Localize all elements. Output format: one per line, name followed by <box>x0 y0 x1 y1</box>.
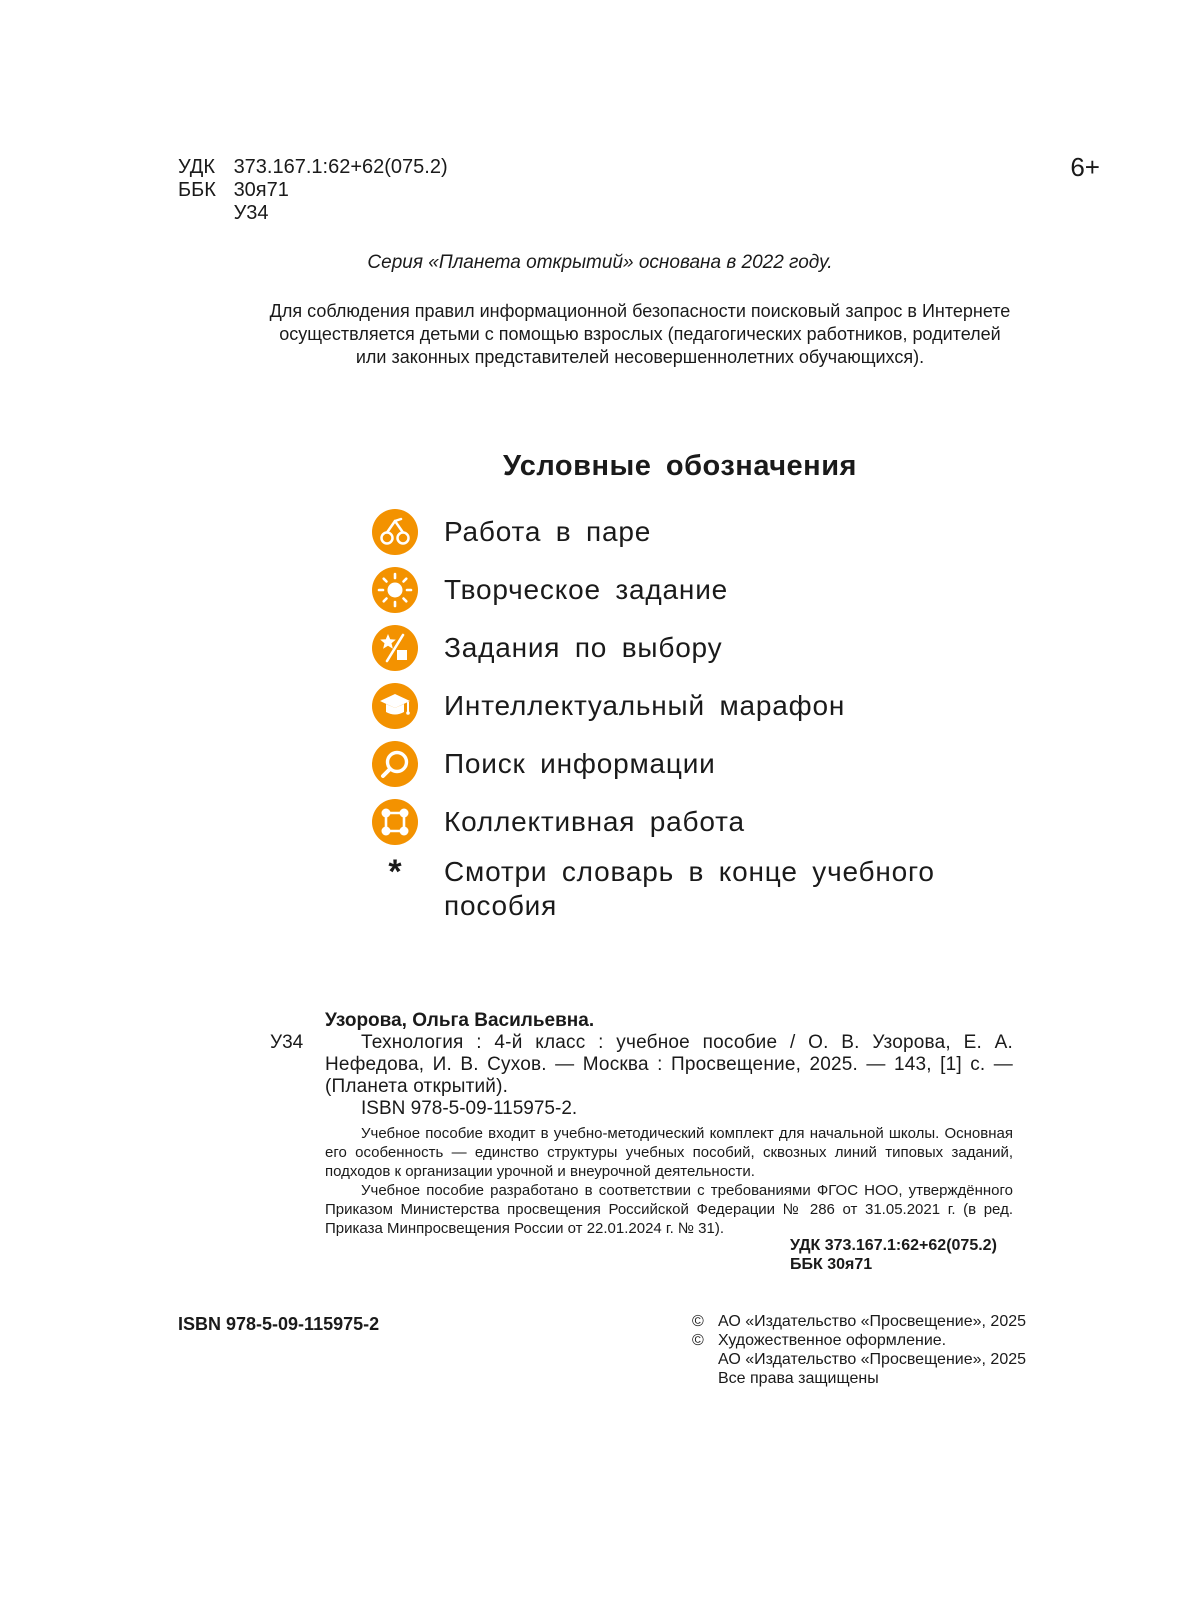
author-mark: У34 <box>233 202 269 224</box>
copyright-icon: © <box>692 1313 704 1330</box>
series-note: Серия «Планета открытий» основана в 2022 году. <box>367 252 833 273</box>
legend-item <box>372 793 992 851</box>
creative-task-icon <box>372 567 418 613</box>
safety-note <box>240 300 1040 369</box>
rights-text: Все права защищены <box>718 1370 879 1387</box>
collective-work-icon <box>372 799 418 845</box>
safety-note-line: или законных представителей несовершеннолетних обучающихся). <box>355 347 925 367</box>
udk-row <box>178 156 448 179</box>
bib-udk: УДК 373.167.1:62+62(075.2) <box>790 1237 997 1254</box>
legend-item <box>372 735 992 793</box>
bib-bbk: ББК 30я71 <box>790 1256 873 1273</box>
pair-work-icon <box>372 509 418 555</box>
dictionary-label-line: Смотри словарь в конце учебного <box>444 856 935 887</box>
legend-label: Поиск информации <box>444 748 716 779</box>
classification-codes <box>178 156 448 225</box>
legend-list <box>372 503 992 851</box>
dictionary-label <box>444 855 935 923</box>
age-rating: 6+ <box>1070 152 1100 182</box>
bib-author: Узорова, Ольга Васильевна. <box>325 1010 595 1031</box>
bib-code: У34 <box>270 1032 304 1053</box>
bib-classification <box>790 1236 997 1274</box>
legend-item <box>372 561 992 619</box>
copyright-text: АО «Издательство «Просвещение», 2025 <box>718 1313 1027 1330</box>
dictionary-note <box>372 855 992 923</box>
copyright-line <box>692 1312 1026 1331</box>
copyright-icon: © <box>692 1332 704 1349</box>
safety-note-line: осуществляется детьми с помощью взрослых (педагогических работников, родителей <box>279 324 1001 344</box>
author-mark-row <box>178 202 448 225</box>
legend-label: Работа в паре <box>444 516 652 547</box>
copyright-line <box>692 1331 1026 1350</box>
copyright-line <box>692 1369 1026 1388</box>
copyright-text: Художественное оформление. <box>718 1332 947 1349</box>
intellectual-marathon-icon <box>372 683 418 729</box>
copyright-text: АО «Издательство «Просвещение», 2025 <box>718 1351 1027 1368</box>
bib-abstract <box>325 1124 1013 1238</box>
legend-label: Коллективная работа <box>444 806 745 837</box>
dictionary-label-line: пособия <box>444 890 558 921</box>
legend-item <box>372 503 992 561</box>
bbk-value: 30я71 <box>233 179 289 201</box>
legend-item <box>372 677 992 735</box>
abstract-paragraph: Учебное пособие разработано в соответствии с требованиями ФГОС НОО, утверждённого Приказом Министерства просвещения Российской Федерации № 286 от 31.05.2021 г. (в ред. Приказа Минпросвещения России от 22.01.2024 г. № 31). <box>325 1182 1013 1237</box>
legend-label: Задания по выбору <box>444 632 723 663</box>
udk-value: 373.167.1:62+62(075.2) <box>233 156 448 178</box>
choice-task-icon <box>372 625 418 671</box>
copyright-block <box>692 1312 1026 1388</box>
safety-note-line: Для соблюдения правил информационной безопасности поисковый запрос в Интернете <box>269 301 1011 321</box>
legend-label: Творческое задание <box>444 574 729 605</box>
copyright-line <box>692 1350 1026 1369</box>
search-info-icon <box>372 741 418 787</box>
bbk-label: ББК <box>178 179 216 201</box>
udk-label: УДК <box>178 156 216 178</box>
legend-label: Интеллектуальный марафон <box>444 690 846 721</box>
footer-isbn: ISBN 978-5-09-115975-2 <box>178 1314 380 1334</box>
legend-item <box>372 619 992 677</box>
asterisk-icon: * <box>388 853 402 891</box>
abstract-paragraph: Учебное пособие входит в учебно-методический комплект для начальной школы. Основная его особенность — единство структуры учебных пособий, сквозных линий типовых заданий, подходов к организации урочной и внеурочной деятельности. <box>325 1125 1013 1180</box>
bbk-row <box>178 179 448 202</box>
bib-description: Технология : 4-й класс : учебное пособие / О. В. Узорова, Е. А. Нефедова, И. В. Сухов. — Москва : Просвещение, 2025. — 143, [1] с. — (Планета открытий). <box>325 1032 1013 1097</box>
legend-title: Условные обозначения <box>503 450 857 482</box>
bib-isbn: ISBN 978-5-09-115975-2. <box>361 1098 578 1119</box>
